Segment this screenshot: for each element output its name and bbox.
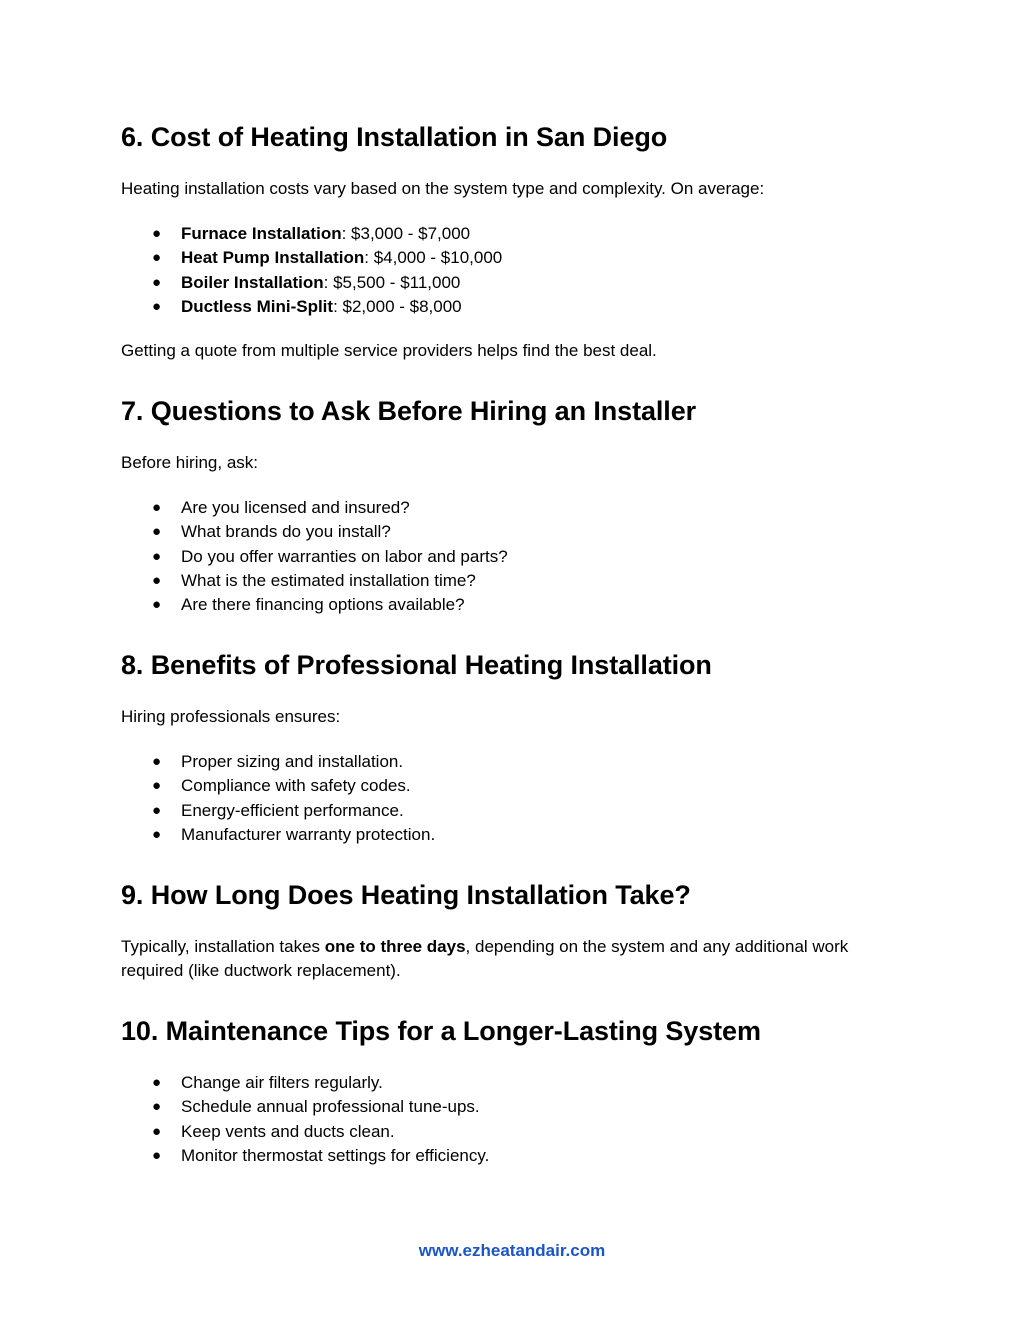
bullet-icon: ● [152,1098,162,1116]
list-item-text: Energy-efficient performance. [181,800,404,820]
list-item [121,520,508,544]
bullet-icon: ● [152,825,162,843]
bullet-icon: ● [152,499,162,516]
list-item-value: : $3,000 - $7,000 [341,224,471,243]
list-item [121,1120,489,1144]
list-item-value: : $4,000 - $10,000 [364,248,503,268]
list-item [121,569,508,593]
list-item [121,593,508,617]
list-item [121,496,508,520]
list-item [121,1144,489,1168]
bullet-icon: ● [152,753,162,770]
list-item-text: Keep vents and ducts clean. [181,1121,395,1141]
list-item-value: : $2,000 - $8,000 [333,296,462,316]
section-6-cost-list [121,222,502,319]
bullet-icon: ● [152,777,162,795]
section-9-heading: 9. How Long Does Heating Installation Take? [121,880,691,910]
list-item-value: : $5,500 - $11,000 [323,272,461,292]
list-item-text: Compliance with safety codes. [181,776,411,796]
section-6-intro: Heating installation costs vary based on the system type and complexity. On average: [121,179,765,198]
list-item-term: Heat Pump Installation [181,248,365,268]
section-8-benefits-list [121,750,435,847]
list-item-text: What is the estimated installation time? [181,570,476,590]
list-item [121,1071,489,1095]
paragraph-text: Typically, installation takes [121,937,325,956]
list-item [121,222,502,246]
section-6-outro: Getting a quote from multiple service providers helps find the best deal. [121,341,657,360]
section-9-paragraph [121,935,871,984]
bullet-icon: ● [152,1122,162,1140]
list-item-text: Are you licensed and insured? [181,498,410,517]
section-8-intro: Hiring professionals ensures: [121,707,341,726]
bullet-icon: ● [152,596,162,614]
list-item-text: Change air filters regularly. [181,1073,383,1092]
bullet-icon: ● [152,801,162,819]
section-7-heading: 7. Questions to Ask Before Hiring an Installer [121,396,697,426]
section-8-heading: 8. Benefits of Professional Heating Installation [121,650,712,680]
list-item-text: Manufacturer warranty protection. [181,824,436,844]
list-item [121,271,502,295]
list-item-text: Proper sizing and installation. [181,752,404,771]
list-item-text: Do you offer warranties on labor and parts? [181,546,508,566]
list-item [121,774,435,798]
bullet-icon: ● [152,547,162,565]
list-item [121,246,502,270]
list-item [121,799,435,823]
section-10-heading: 10. Maintenance Tips for a Longer-Lasting System [121,1016,761,1046]
list-item-term: Furnace Installation [181,224,342,243]
bullet-icon: ● [152,249,162,267]
list-item-text: Schedule annual professional tune-ups. [181,1097,480,1117]
paragraph-text: , depending on the system and any additional work required (like ductwork replacement). [121,937,849,981]
bullet-icon: ● [152,297,162,315]
bullet-icon: ● [152,273,162,291]
footer-website-link[interactable]: www.ezheatandair.com [418,1241,606,1260]
section-7-questions-list [121,496,508,617]
section-10-tips-list [121,1071,489,1168]
bullet-icon: ● [152,225,162,242]
list-item-text: Are there financing options available? [181,595,465,615]
bullet-icon: ● [152,571,162,589]
section-6-heading: 6. Cost of Heating Installation in San Diego [121,122,668,152]
list-item [121,545,508,569]
list-item [121,295,502,319]
bullet-icon: ● [152,1146,162,1164]
list-item-term: Boiler Installation [181,272,324,292]
section-7-intro: Before hiring, ask: [121,453,259,472]
list-item [121,1095,489,1119]
list-item-term: Ductless Mini-Split [181,296,334,316]
bullet-icon: ● [152,1074,162,1091]
list-item-text: Monitor thermostat settings for efficiency. [181,1145,490,1165]
list-item [121,823,435,847]
bullet-icon: ● [152,523,162,541]
list-item-text: What brands do you install? [181,522,391,542]
list-item [121,750,435,774]
paragraph-emphasis: one to three days [324,937,466,956]
